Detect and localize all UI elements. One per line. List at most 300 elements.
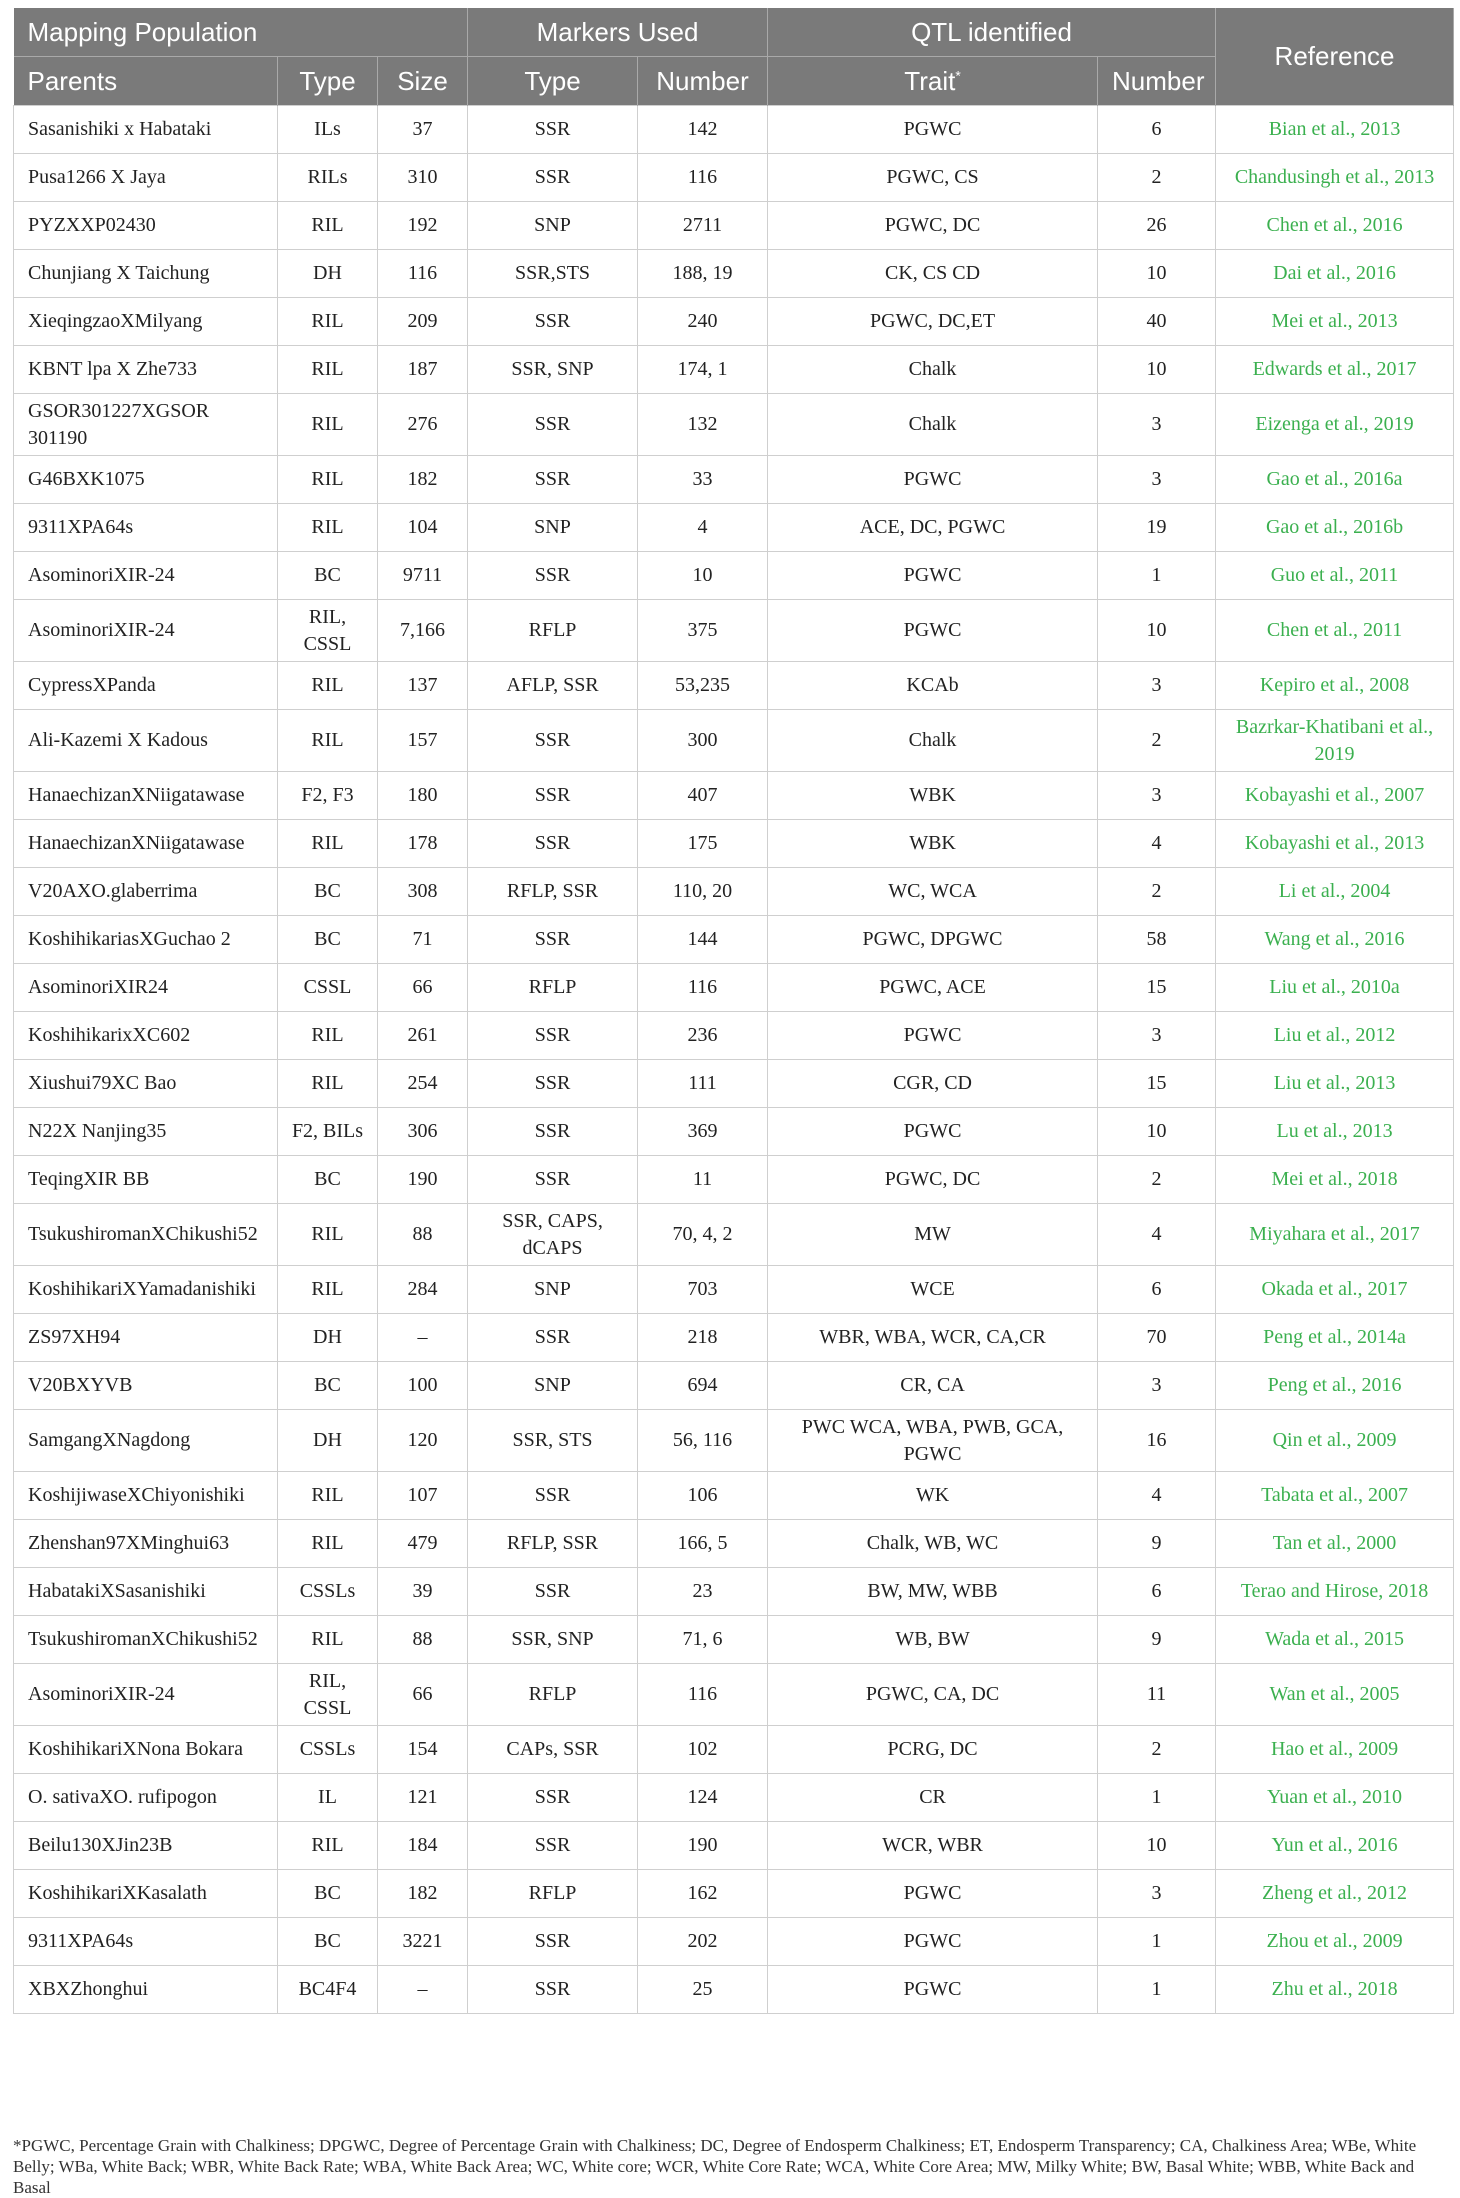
cell-reference[interactable]: Mei et al., 2018 — [1216, 1156, 1454, 1204]
cell-parents: Xiushui79XC Bao — [14, 1060, 278, 1108]
cell-trait: Chalk — [768, 710, 1098, 772]
cell-reference[interactable]: Wang et al., 2016 — [1216, 916, 1454, 964]
cell-qtl-number: 3 — [1098, 772, 1216, 820]
cell-trait: PGWC, DC — [768, 202, 1098, 250]
cell-trait: PGWC — [768, 1870, 1098, 1918]
cell-reference[interactable]: Edwards et al., 2017 — [1216, 346, 1454, 394]
cell-marker-type: RFLP — [468, 964, 638, 1012]
cell-size: 120 — [378, 1410, 468, 1472]
cell-parents: KoshihikariasXGuchao 2 — [14, 916, 278, 964]
cell-size: 276 — [378, 394, 468, 456]
cell-qtl-number: 4 — [1098, 820, 1216, 868]
cell-type: BC — [278, 1870, 378, 1918]
header-trait — [768, 57, 1098, 106]
table-row — [14, 916, 1454, 964]
cell-marker-type: RFLP, SSR — [468, 868, 638, 916]
table-row — [14, 1918, 1454, 1966]
cell-marker-number: 188, 19 — [638, 250, 768, 298]
cell-qtl-number: 10 — [1098, 250, 1216, 298]
cell-qtl-number: 1 — [1098, 1774, 1216, 1822]
cell-parents: HanaechizanXNiigatawase — [14, 772, 278, 820]
cell-marker-number: 102 — [638, 1726, 768, 1774]
header-trait-label: Trait — [904, 65, 956, 96]
table-row — [14, 1616, 1454, 1664]
cell-type: F2, F3 — [278, 772, 378, 820]
cell-marker-number: 116 — [638, 154, 768, 202]
cell-type: RIL — [278, 346, 378, 394]
cell-qtl-number: 40 — [1098, 298, 1216, 346]
cell-size: – — [378, 1966, 468, 2014]
cell-marker-number: 116 — [638, 1664, 768, 1726]
cell-qtl-number: 15 — [1098, 964, 1216, 1012]
cell-marker-type: AFLP, SSR — [468, 662, 638, 710]
cell-size: 39 — [378, 1568, 468, 1616]
cell-type: BC — [278, 868, 378, 916]
cell-marker-type: SSR — [468, 1774, 638, 1822]
cell-type: RIL — [278, 1266, 378, 1314]
cell-trait: PGWC — [768, 600, 1098, 662]
cell-parents: KoshihikariXYamadanishiki — [14, 1266, 278, 1314]
cell-size: 7,166 — [378, 600, 468, 662]
cell-marker-number: 70, 4, 2 — [638, 1204, 768, 1266]
cell-trait: WB, BW — [768, 1616, 1098, 1664]
table-row — [14, 1664, 1454, 1726]
cell-type: BC — [278, 552, 378, 600]
cell-parents: GSOR301227XGSOR 301190 — [14, 394, 278, 456]
cell-marker-type: SNP — [468, 1362, 638, 1410]
cell-type: RIL — [278, 1822, 378, 1870]
cell-size: 479 — [378, 1520, 468, 1568]
cell-trait: PGWC — [768, 456, 1098, 504]
cell-marker-number: 111 — [638, 1060, 768, 1108]
table-row — [14, 1060, 1454, 1108]
cell-size: 190 — [378, 1156, 468, 1204]
cell-size: 154 — [378, 1726, 468, 1774]
cell-size: 100 — [378, 1362, 468, 1410]
cell-trait: WBK — [768, 772, 1098, 820]
cell-size: 310 — [378, 154, 468, 202]
header-type: Type — [278, 57, 378, 106]
cell-parents: SamgangXNagdong — [14, 1410, 278, 1472]
cell-marker-type: SNP — [468, 504, 638, 552]
cell-reference[interactable]: Hao et al., 2009 — [1216, 1726, 1454, 1774]
cell-parents: Beilu130XJin23B — [14, 1822, 278, 1870]
cell-size: 182 — [378, 456, 468, 504]
cell-reference[interactable]: Chandusingh et al., 2013 — [1216, 154, 1454, 202]
cell-size: 178 — [378, 820, 468, 868]
header-reference: Reference — [1216, 8, 1454, 106]
cell-qtl-number: 1 — [1098, 552, 1216, 600]
cell-trait: PGWC, CA, DC — [768, 1664, 1098, 1726]
cell-size: 88 — [378, 1204, 468, 1266]
cell-qtl-number: 2 — [1098, 1726, 1216, 1774]
cell-type: DH — [278, 1410, 378, 1472]
cell-type: BC — [278, 916, 378, 964]
cell-reference[interactable]: Okada et al., 2017 — [1216, 1266, 1454, 1314]
table-row — [14, 202, 1454, 250]
cell-marker-type: SSR — [468, 1822, 638, 1870]
cell-marker-type: SSR, SNP — [468, 1616, 638, 1664]
cell-parents: KBNT lpa X Zhe733 — [14, 346, 278, 394]
cell-qtl-number: 26 — [1098, 202, 1216, 250]
table-row — [14, 1822, 1454, 1870]
cell-marker-type: SSR — [468, 298, 638, 346]
cell-size: 107 — [378, 1472, 468, 1520]
cell-parents: KoshijiwaseXChiyonishiki — [14, 1472, 278, 1520]
cell-marker-number: 56, 116 — [638, 1410, 768, 1472]
table-row — [14, 1204, 1454, 1266]
cell-marker-number: 375 — [638, 600, 768, 662]
cell-reference[interactable]: Kobayashi et al., 2007 — [1216, 772, 1454, 820]
cell-reference[interactable]: Tan et al., 2000 — [1216, 1520, 1454, 1568]
cell-qtl-number: 58 — [1098, 916, 1216, 964]
cell-trait: ACE, DC, PGWC — [768, 504, 1098, 552]
cell-reference[interactable]: Yuan et al., 2010 — [1216, 1774, 1454, 1822]
cell-parents: HanaechizanXNiigatawase — [14, 820, 278, 868]
cell-marker-number: 110, 20 — [638, 868, 768, 916]
cell-qtl-number: 9 — [1098, 1616, 1216, 1664]
cell-marker-type: SSR, CAPS, dCAPS — [468, 1204, 638, 1266]
cell-type: BC — [278, 1362, 378, 1410]
cell-trait: WBK — [768, 820, 1098, 868]
cell-parents: Sasanishiki x Habataki — [14, 106, 278, 154]
cell-qtl-number: 2 — [1098, 710, 1216, 772]
cell-type: DH — [278, 1314, 378, 1362]
cell-size: 187 — [378, 346, 468, 394]
cell-reference[interactable]: Yun et al., 2016 — [1216, 1822, 1454, 1870]
cell-type: CSSLs — [278, 1726, 378, 1774]
cell-marker-type: SSR, STS — [468, 1410, 638, 1472]
header-parents: Parents — [14, 57, 278, 106]
cell-qtl-number: 6 — [1098, 1266, 1216, 1314]
cell-size: 254 — [378, 1060, 468, 1108]
cell-marker-type: SSR — [468, 1156, 638, 1204]
cell-marker-type: SSR — [468, 772, 638, 820]
cell-marker-type: SSR — [468, 1966, 638, 2014]
table-row — [14, 820, 1454, 868]
cell-qtl-number: 3 — [1098, 1012, 1216, 1060]
cell-qtl-number: 15 — [1098, 1060, 1216, 1108]
table-row — [14, 1568, 1454, 1616]
cell-marker-type: RFLP — [468, 1664, 638, 1726]
cell-reference[interactable]: Gao et al., 2016a — [1216, 456, 1454, 504]
cell-size: 116 — [378, 250, 468, 298]
cell-parents: Pusa1266 X Jaya — [14, 154, 278, 202]
cell-parents: 9311XPA64s — [14, 504, 278, 552]
cell-reference[interactable]: Zheng et al., 2012 — [1216, 1870, 1454, 1918]
cell-marker-number: 106 — [638, 1472, 768, 1520]
cell-qtl-number: 10 — [1098, 1822, 1216, 1870]
header-mapping-population: Mapping Population — [14, 8, 468, 57]
cell-type: RIL — [278, 1520, 378, 1568]
table-row — [14, 1774, 1454, 1822]
table-row — [14, 662, 1454, 710]
cell-marker-number: 236 — [638, 1012, 768, 1060]
table-row — [14, 1156, 1454, 1204]
cell-size: 104 — [378, 504, 468, 552]
cell-size: 88 — [378, 1616, 468, 1664]
cell-size: 66 — [378, 1664, 468, 1726]
cell-trait: WK — [768, 1472, 1098, 1520]
cell-reference[interactable]: Liu et al., 2012 — [1216, 1012, 1454, 1060]
cell-marker-type: SSR — [468, 394, 638, 456]
cell-type: RILs — [278, 154, 378, 202]
cell-trait: CK, CS CD — [768, 250, 1098, 298]
cell-marker-number: 11 — [638, 1156, 768, 1204]
cell-qtl-number: 4 — [1098, 1472, 1216, 1520]
cell-reference[interactable]: Peng et al., 2016 — [1216, 1362, 1454, 1410]
table-row — [14, 868, 1454, 916]
cell-size: 71 — [378, 916, 468, 964]
cell-reference[interactable]: Bazrkar-Khatibani et al., 2019 — [1216, 710, 1454, 772]
cell-qtl-number: 6 — [1098, 106, 1216, 154]
header-size: Size — [378, 57, 468, 106]
cell-parents: N22X Nanjing35 — [14, 1108, 278, 1156]
cell-parents: Ali-Kazemi X Kadous — [14, 710, 278, 772]
table-row — [14, 710, 1454, 772]
cell-type: RIL — [278, 1204, 378, 1266]
cell-qtl-number: 2 — [1098, 868, 1216, 916]
table-footnote: *PGWC, Percentage Grain with Chalkiness; DPGWC, Degree of Percentage Grain with Chalkiness; DC, Degree of Endosperm Chalkiness; ET, Endosperm Transparency; CA, Chalkiness Area; WBe, White Belly; WBa, White Back; WBR, White Back Rate; WBA, White Back Area; WC, White core; WCR, White Core Rate; WCA, White Core Area; MW, Milky White; BW, Basal White; WBB, White Back and Basal — [13, 2136, 1417, 2197]
cell-marker-number: 240 — [638, 298, 768, 346]
cell-qtl-number: 2 — [1098, 1156, 1216, 1204]
cell-size: 261 — [378, 1012, 468, 1060]
table-row — [14, 1108, 1454, 1156]
cell-reference[interactable]: Kobayashi et al., 2013 — [1216, 820, 1454, 868]
cell-size: 37 — [378, 106, 468, 154]
cell-marker-type: SSR — [468, 154, 638, 202]
cell-qtl-number: 10 — [1098, 346, 1216, 394]
cell-trait: WBR, WBA, WCR, CA,CR — [768, 1314, 1098, 1362]
cell-reference[interactable]: Qin et al., 2009 — [1216, 1410, 1454, 1472]
cell-size: 209 — [378, 298, 468, 346]
cell-parents: AsominoriXIR-24 — [14, 600, 278, 662]
cell-marker-type: SSR,STS — [468, 250, 638, 298]
cell-size: 137 — [378, 662, 468, 710]
cell-reference[interactable]: Mei et al., 2013 — [1216, 298, 1454, 346]
cell-type: RIL, CSSL — [278, 1664, 378, 1726]
cell-trait: PGWC — [768, 1012, 1098, 1060]
cell-marker-number: 218 — [638, 1314, 768, 1362]
cell-reference[interactable]: Liu et al., 2010a — [1216, 964, 1454, 1012]
cell-marker-type: SNP — [468, 1266, 638, 1314]
cell-reference[interactable]: Zhou et al., 2009 — [1216, 1918, 1454, 1966]
cell-marker-type: SSR — [468, 1568, 638, 1616]
cell-reference[interactable]: Li et al., 2004 — [1216, 868, 1454, 916]
cell-marker-number: 144 — [638, 916, 768, 964]
cell-trait: PGWC — [768, 1966, 1098, 2014]
table-row — [14, 394, 1454, 456]
header-qtl-number: Number — [1098, 57, 1216, 106]
cell-parents: 9311XPA64s — [14, 1918, 278, 1966]
table-row — [14, 456, 1454, 504]
cell-type: BC — [278, 1156, 378, 1204]
table-row — [14, 1012, 1454, 1060]
cell-size: 121 — [378, 1774, 468, 1822]
cell-type: RIL — [278, 298, 378, 346]
cell-type: RIL — [278, 202, 378, 250]
cell-marker-number: 174, 1 — [638, 346, 768, 394]
cell-qtl-number: 19 — [1098, 504, 1216, 552]
cell-reference[interactable]: Dai et al., 2016 — [1216, 250, 1454, 298]
cell-type: RIL — [278, 456, 378, 504]
cell-type: RIL — [278, 820, 378, 868]
cell-type: IL — [278, 1774, 378, 1822]
table-row — [14, 600, 1454, 662]
cell-parents: XieqingzaoXMilyang — [14, 298, 278, 346]
cell-parents: Zhenshan97XMinghui63 — [14, 1520, 278, 1568]
cell-size: 157 — [378, 710, 468, 772]
cell-reference[interactable]: Guo et al., 2011 — [1216, 552, 1454, 600]
cell-type: RIL — [278, 710, 378, 772]
cell-marker-type: SSR — [468, 1472, 638, 1520]
cell-marker-type: SSR — [468, 1108, 638, 1156]
cell-trait: PGWC, DC — [768, 1156, 1098, 1204]
cell-parents: KoshihikarixXC602 — [14, 1012, 278, 1060]
cell-parents: AsominoriXIR-24 — [14, 1664, 278, 1726]
cell-trait: WCE — [768, 1266, 1098, 1314]
table-row — [14, 250, 1454, 298]
cell-trait: BW, MW, WBB — [768, 1568, 1098, 1616]
cell-marker-number: 23 — [638, 1568, 768, 1616]
table-row — [14, 504, 1454, 552]
table-row — [14, 1520, 1454, 1568]
table-row — [14, 552, 1454, 600]
cell-size: 180 — [378, 772, 468, 820]
cell-reference[interactable]: Wan et al., 2005 — [1216, 1664, 1454, 1726]
cell-reference[interactable]: Gao et al., 2016b — [1216, 504, 1454, 552]
cell-parents: ZS97XH94 — [14, 1314, 278, 1362]
cell-trait: WCR, WBR — [768, 1822, 1098, 1870]
table-row — [14, 772, 1454, 820]
cell-trait: PGWC, DC,ET — [768, 298, 1098, 346]
cell-marker-type: SSR — [468, 106, 638, 154]
cell-parents: TeqingXIR BB — [14, 1156, 278, 1204]
cell-qtl-number: 3 — [1098, 456, 1216, 504]
cell-qtl-number: 16 — [1098, 1410, 1216, 1472]
cell-qtl-number: 4 — [1098, 1204, 1216, 1266]
cell-qtl-number: 3 — [1098, 662, 1216, 710]
cell-trait: PGWC — [768, 106, 1098, 154]
cell-type: F2, BILs — [278, 1108, 378, 1156]
cell-type: RIL, CSSL — [278, 600, 378, 662]
cell-parents: TsukushiromanXChikushi52 — [14, 1616, 278, 1664]
cell-marker-type: SSR — [468, 916, 638, 964]
cell-trait: CR, CA — [768, 1362, 1098, 1410]
cell-marker-number: 33 — [638, 456, 768, 504]
cell-qtl-number: 1 — [1098, 1966, 1216, 2014]
table-row — [14, 1726, 1454, 1774]
cell-trait: PCRG, DC — [768, 1726, 1098, 1774]
cell-parents: O. sativaXO. rufipogon — [14, 1774, 278, 1822]
cell-reference[interactable]: Zhu et al., 2018 — [1216, 1966, 1454, 2014]
cell-trait: PGWC — [768, 1918, 1098, 1966]
cell-trait: Chalk, WB, WC — [768, 1520, 1098, 1568]
cell-reference[interactable]: Wada et al., 2015 — [1216, 1616, 1454, 1664]
cell-marker-number: 190 — [638, 1822, 768, 1870]
cell-trait: Chalk — [768, 346, 1098, 394]
cell-qtl-number: 10 — [1098, 1108, 1216, 1156]
cell-marker-type: RFLP — [468, 1870, 638, 1918]
cell-marker-number: 369 — [638, 1108, 768, 1156]
table-row — [14, 1314, 1454, 1362]
cell-marker-number: 71, 6 — [638, 1616, 768, 1664]
cell-reference[interactable]: Lu et al., 2013 — [1216, 1108, 1454, 1156]
cell-marker-type: SSR — [468, 1918, 638, 1966]
cell-parents: V20BXYVB — [14, 1362, 278, 1410]
cell-marker-type: RFLP, SSR — [468, 1520, 638, 1568]
cell-marker-number: 25 — [638, 1966, 768, 2014]
cell-marker-number: 166, 5 — [638, 1520, 768, 1568]
cell-reference[interactable]: Terao and Hirose, 2018 — [1216, 1568, 1454, 1616]
cell-marker-number: 407 — [638, 772, 768, 820]
cell-size: 3221 — [378, 1918, 468, 1966]
cell-marker-type: SSR — [468, 1060, 638, 1108]
cell-type: BC4F4 — [278, 1966, 378, 2014]
cell-marker-number: 2711 — [638, 202, 768, 250]
cell-marker-number: 202 — [638, 1918, 768, 1966]
cell-size: 66 — [378, 964, 468, 1012]
cell-parents: PYZXXP02430 — [14, 202, 278, 250]
table-row — [14, 106, 1454, 154]
cell-marker-type: SSR — [468, 1012, 638, 1060]
cell-type: RIL — [278, 504, 378, 552]
cell-marker-number: 116 — [638, 964, 768, 1012]
cell-reference[interactable]: Kepiro et al., 2008 — [1216, 662, 1454, 710]
cell-type: CSSL — [278, 964, 378, 1012]
cell-marker-number: 300 — [638, 710, 768, 772]
cell-trait: Chalk — [768, 394, 1098, 456]
cell-marker-number: 142 — [638, 106, 768, 154]
cell-qtl-number: 70 — [1098, 1314, 1216, 1362]
cell-trait: KCAb — [768, 662, 1098, 710]
cell-reference[interactable]: Bian et al., 2013 — [1216, 106, 1454, 154]
cell-marker-number: 124 — [638, 1774, 768, 1822]
cell-parents: KoshihikariXNona Bokara — [14, 1726, 278, 1774]
cell-marker-type: CAPs, SSR — [468, 1726, 638, 1774]
cell-reference[interactable]: Tabata et al., 2007 — [1216, 1472, 1454, 1520]
cell-qtl-number: 10 — [1098, 600, 1216, 662]
cell-reference[interactable]: Liu et al., 2013 — [1216, 1060, 1454, 1108]
cell-reference[interactable]: Miyahara et al., 2017 — [1216, 1204, 1454, 1266]
cell-marker-type: SSR — [468, 552, 638, 600]
cell-qtl-number: 1 — [1098, 1918, 1216, 1966]
cell-size: 306 — [378, 1108, 468, 1156]
cell-type: RIL — [278, 662, 378, 710]
cell-parents: Chunjiang X Taichung — [14, 250, 278, 298]
table-row — [14, 964, 1454, 1012]
cell-trait: MW — [768, 1204, 1098, 1266]
cell-marker-type: SSR — [468, 1314, 638, 1362]
cell-reference[interactable]: Chen et al., 2011 — [1216, 600, 1454, 662]
table-row — [14, 1966, 1454, 2014]
cell-parents: TsukushiromanXChikushi52 — [14, 1204, 278, 1266]
cell-parents: KoshihikariXKasalath — [14, 1870, 278, 1918]
cell-type: DH — [278, 250, 378, 298]
cell-marker-type: RFLP — [468, 600, 638, 662]
table-row — [14, 154, 1454, 202]
cell-reference[interactable]: Eizenga et al., 2019 — [1216, 394, 1454, 456]
cell-trait: PWC WCA, WBA, PWB, GCA, PGWC — [768, 1410, 1098, 1472]
qtl-table — [13, 8, 1454, 2014]
cell-reference[interactable]: Chen et al., 2016 — [1216, 202, 1454, 250]
cell-trait: WC, WCA — [768, 868, 1098, 916]
cell-size: 192 — [378, 202, 468, 250]
table-row — [14, 1410, 1454, 1472]
cell-marker-type: SSR — [468, 456, 638, 504]
cell-trait: CGR, CD — [768, 1060, 1098, 1108]
cell-reference[interactable]: Peng et al., 2014a — [1216, 1314, 1454, 1362]
